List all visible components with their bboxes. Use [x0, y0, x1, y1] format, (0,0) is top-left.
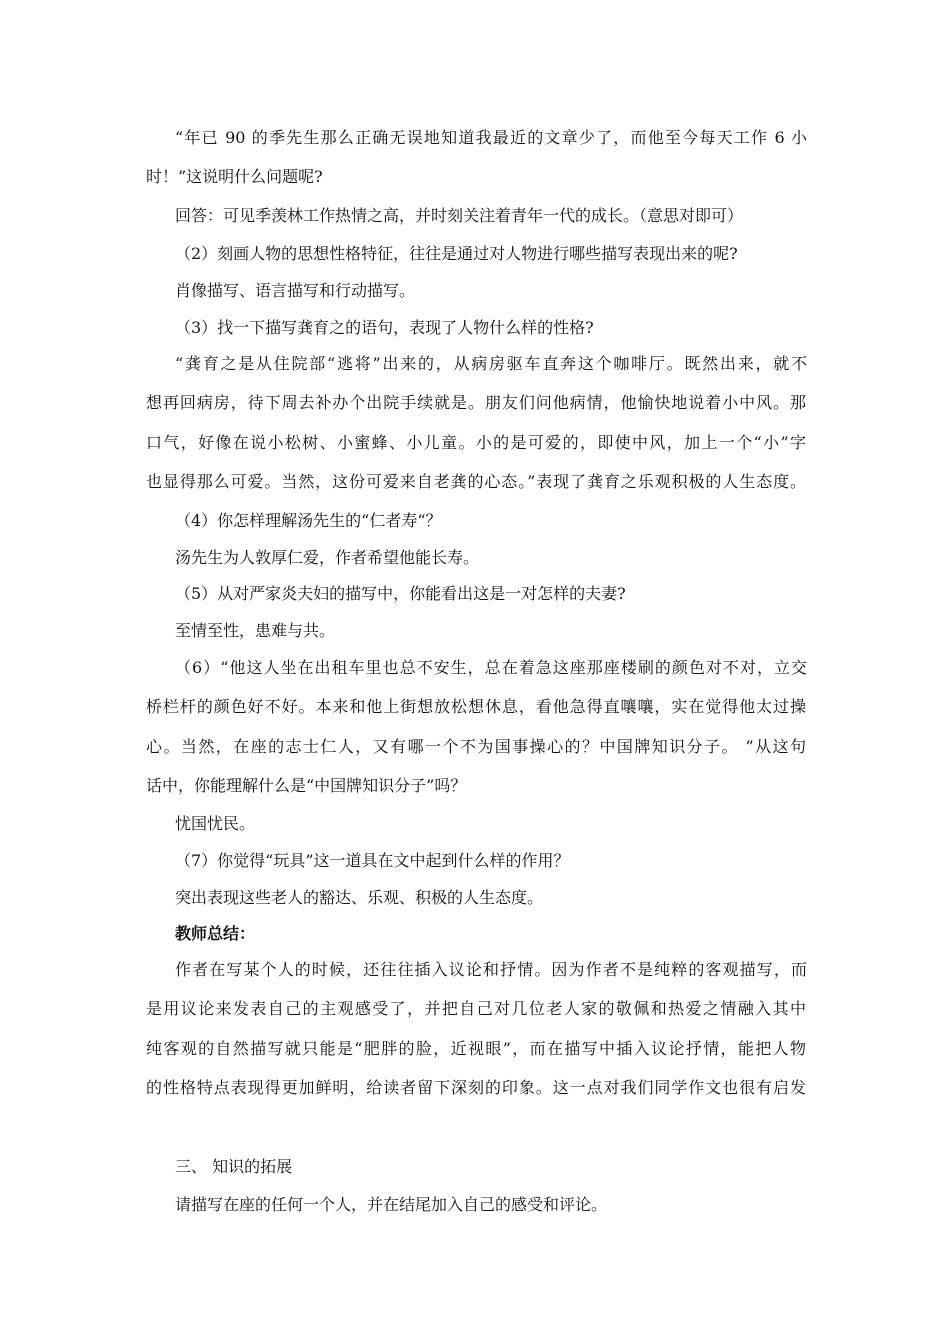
text-line: [175, 128, 807, 148]
section-heading: 三、 知识的拓展: [175, 1157, 293, 1176]
text-span: 也显得那么可爱。当然，这份可爱来自老龚的心态。”表现了龚育之乐观积极的人生态度。: [146, 472, 806, 491]
text-line: （7）你觉得“玩具”这一道具在文中起到什么样的作用？: [175, 851, 570, 870]
text-span: 作者在写某个人的时候，还往往插入议论和抒情。因为作者不是纯粹的客观描写，而: [175, 960, 807, 979]
text-line: （3）找一下描写龚育之的语句，表现了人物什么样的性格?: [175, 318, 594, 337]
text-line: [175, 960, 807, 980]
text-line: 时！”这说明什么问题呢?: [146, 167, 323, 186]
text-span: 纯客观的自然描写就只能是“肥胖的脸，近视眼”，而在描写中插入议论抒情，能把人物: [146, 1039, 806, 1058]
text-line: [146, 1039, 806, 1059]
text-line: （5）从对严家炎夫妇的描写中，你能看出这是一对怎样的夫妻?: [175, 584, 626, 603]
text-line: 肖像描写、语言描写和行动描写。: [175, 281, 416, 300]
text-line: 突出表现这些老人的豁达、乐观、积极的人生态度。: [175, 888, 544, 907]
text-span: 想再回病房，待下周去补办个出院手续就是。朋友们问他病情，他愉快地说着小中风。那: [146, 393, 806, 412]
text-span: 口气，好像在说小松树、小蜜蜂、小儿童。小的是可爱的，即使中风，加上一个“小”字: [146, 433, 806, 452]
text-span: 桥栏杆的颜色好不好。本来和他上街想放松想休息，看他急得直嚷嚷，实在觉得他太过操: [146, 697, 806, 716]
text-line: [146, 472, 806, 492]
text-line: [146, 393, 806, 413]
text-span: 心。当然，在座的志士仁人，又有哪一个不为国事操心的？中国牌知识分子。 ”从这句: [146, 737, 806, 756]
text-line: 回答：可见季羡林工作热情之高，并时刻关注着青年一代的成长。（意思对即可）: [175, 206, 744, 225]
text-span: 的性格特点表现得更加鲜明，给读者留下深刻的印象。这一点对我们同学作文也很有启发: [146, 1078, 806, 1097]
text-line: 汤先生为人敦厚仁爱，作者希望他能长寿。: [175, 548, 480, 567]
text-line: 至情至性，患难与共。: [175, 621, 336, 640]
text-line: （4）你怎样理解汤先生的“仁者寿“？: [175, 511, 442, 530]
text-line: [146, 737, 806, 757]
text-line: [146, 1078, 806, 1098]
text-line: [146, 697, 806, 717]
text-line: 话中，你能理解什么是“中国牌知识分子”吗？: [146, 776, 467, 795]
text-span: “年已 90 的季先生那么正确无误地知道我最近的文章少了，而他至今每天工作 6 小: [175, 128, 807, 147]
text-span: “龚育之是从住院部“逃将”出来的，从病房驱车直奔这个咖啡厅。既然出来，就不: [175, 354, 807, 373]
text-line: [175, 658, 807, 678]
section-heading: 教师总结：: [175, 924, 256, 943]
text-line: [146, 999, 806, 1019]
text-line: 请描写在座的任何一个人，并在结尾加入自己的感受和评论。: [175, 1195, 608, 1214]
text-line: [175, 354, 807, 374]
text-span: 是用议论来发表自己的主观感受了，并把自己对几位老人家的敬佩和热爱之情融入其中: [146, 999, 806, 1018]
text-line: [146, 433, 806, 453]
text-line: 忧国忧民。: [175, 814, 256, 833]
text-span: （6）“他这人坐在出租车里也总不安生，总在着急这座那座楼刷的颜色对不对，立交: [175, 658, 807, 677]
text-line: （2）刻画人物的思想性格特征，往往是通过对人物进行哪些描写表现出来的呢?: [175, 244, 738, 263]
